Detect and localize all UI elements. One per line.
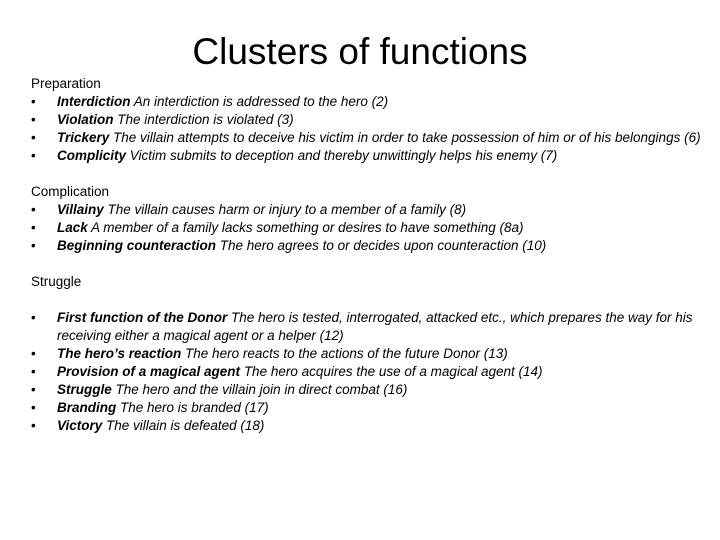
bullet: • (31, 346, 36, 361)
list-item (31, 417, 701, 435)
bullet: • (31, 130, 36, 145)
section-heading: Preparation (31, 76, 101, 91)
function-description: The hero reacts to the actions of the future Donor (13) (181, 346, 508, 361)
list-item (31, 381, 701, 399)
list-item (31, 345, 701, 363)
list-item (31, 147, 701, 165)
bullet: • (31, 202, 36, 217)
function-name: First function of the Donor (57, 310, 228, 325)
function-description: The villain causes harm or injury to a member of a family (8) (103, 202, 467, 217)
bullet: • (31, 148, 36, 163)
function-name: Struggle (57, 382, 112, 397)
list-item (31, 399, 701, 417)
bullet: • (31, 94, 36, 109)
function-name: Lack (57, 220, 88, 235)
function-description: Victim submits to deception and thereby unwittingly helps his enemy (7) (126, 148, 558, 163)
function-description: The hero is branded (17) (116, 400, 269, 415)
bullet: • (31, 418, 36, 433)
function-description: The hero and the villain join in direct combat (16) (111, 382, 408, 397)
function-name: Victory (57, 418, 103, 433)
struggle-section (31, 273, 701, 435)
section-heading: Struggle (31, 274, 82, 289)
list-item (31, 363, 701, 381)
function-name: Interdiction (57, 94, 131, 109)
list-item (31, 309, 701, 345)
bullet: • (31, 220, 36, 235)
list-item (31, 201, 701, 219)
list-item (31, 237, 701, 255)
function-name: The hero’s reaction (57, 346, 182, 361)
bullet: • (31, 238, 36, 253)
bullet: • (31, 310, 36, 325)
function-description: The hero agrees to or decides upon counteraction (10) (216, 238, 547, 253)
function-name: Trickery (57, 130, 110, 145)
list-item (31, 93, 701, 111)
function-description: The interdiction is violated (3) (113, 112, 294, 127)
function-description: The villain attempts to deceive his victim in order to take possession of him or of his belongings (6) (109, 130, 701, 145)
preparation-section (31, 75, 701, 165)
function-name: Provision of a magical agent (57, 364, 241, 379)
bullet: • (31, 112, 36, 127)
function-description: A member of a family lacks something or desires to have something (8a) (87, 220, 524, 235)
list-item (31, 219, 701, 237)
section-heading: Complication (31, 184, 110, 199)
function-description: The hero is tested, interrogated, attacked etc., which prepares the way for his receiving either a magical agent or a helper (12) (57, 310, 693, 343)
complication-section (31, 183, 701, 255)
function-description: The hero acquires the use of a magical agent (14) (240, 364, 543, 379)
list-item (31, 129, 701, 147)
function-name: Violation (57, 112, 114, 127)
bullet: • (31, 364, 36, 379)
function-name: Beginning counteraction (57, 238, 217, 253)
bullet: • (31, 400, 36, 415)
function-name: Branding (57, 400, 117, 415)
function-name: Complicity (57, 148, 127, 163)
function-name: Villainy (57, 202, 104, 217)
bullet: • (31, 382, 36, 397)
slide-title: Clusters of functions (192, 31, 528, 72)
list-item (31, 111, 701, 129)
function-description: The villain is defeated (18) (102, 418, 265, 433)
function-description: An interdiction is addressed to the hero (2) (130, 94, 389, 109)
